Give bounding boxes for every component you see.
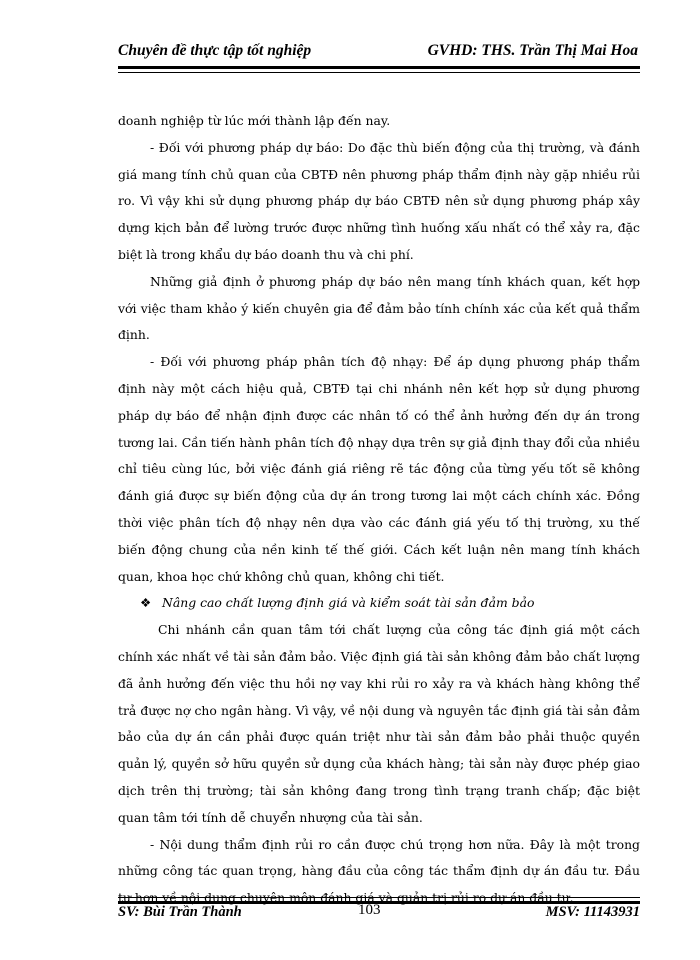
paragraph-forecast-method: - Đối với phương pháp dự báo: Do đặc thù biến động của thị trường, và đánh giá mang tính chủ quan của CBTĐ nên phương pháp thẩm định này gặp nhiều rủi ro. Vì vậy khi sử dụng phương pháp dự báo CBTĐ nên sử dụng phương pháp xây dựng kịch bản để lường trước được những tình huống xấu nhất có thể xảy ra, đặc biệt là trong khẩu dự báo doanh thu và chi phí. xyxy=(118,139,640,262)
header-title: Chuyên đề thực tập tốt nghiệp xyxy=(118,42,312,59)
footer-student-id: MSV: 11143931 xyxy=(545,904,640,920)
header-advisor: GVHD: THS. Trần Thị Mai Hoa xyxy=(427,42,638,59)
header-rule-thick xyxy=(118,66,640,69)
document-body xyxy=(118,108,640,912)
page-number: 103 xyxy=(358,902,381,918)
footer-student: SV: Bùi Trần Thành xyxy=(118,904,242,920)
paragraph-collateral-valuation: Chi nhánh cần quan tâm tới chất lượng của công tác định giá một cách chính xác nhất về tài sản đảm bảo. Việc định giá tài sản không đảm bảo chất lượng đã ảnh hưởng đến việc thu hồi nợ vay khi rủi ro xảy ra và khách hàng không thể trả được nợ cho ngân hàng. Vì vậy, về nội dung và nguyên tắc định giá tài sản đảm bảo của dự án cần phải được quán triệt như tài sản đảm bảo phải thuộc quyền quản lý, quyền sở hữu quyền sử dụng của khách hàng; tài sản này được phép giao dịch trên thị trường; tài sản không đang trong tình trạng tranh chấp; đặc biệt quan tâm tới tính dễ chuyển nhượng của tài sản. xyxy=(118,622,640,825)
footer-rule-thin xyxy=(118,897,640,898)
section-heading xyxy=(118,590,640,617)
page-header xyxy=(118,38,638,66)
paragraph-risk-appraisal: - Nội dung thẩm định rủi ro cần được chú trọng hơn nữa. Đây là một trong những công tác quan trọng, hàng đầu của công tác thẩm định dự án đầu tư. Đầu tư hơn về nội dung chuyên môn đánh giá và quản trị rủi ro dự án đầu tư. xyxy=(118,836,640,906)
paragraph-sensitivity-analysis: - Đối với phương pháp phân tích độ nhạy: Để áp dụng phương pháp thẩm định này một cách hiệu quả, CBTĐ tại chi nhánh nên kết hợp sử dụng phương pháp dự báo để nhận định được các nhân tố có thể ảnh hưởng đến dự án trong tương lai. Cần tiến hành phân tích độ nhạy dựa trên sự giả định thay đổi của nhiều chỉ tiêu cùng lúc, bởi việc đánh giá riêng rẽ tác động của từng yếu tốt sẽ không đánh giá được sự biến động của dự án trong tương lai một cách chính xác. Đồng thời việc phân tích độ nhạy nên dựa vào các đánh giá yếu tố thị trường, xu thế biến động chung của nền kinh tế thế giới. Cách kết luận nên mang tính khách quan, khoa học chứ không chủ quan, không chi tiết. xyxy=(118,354,640,584)
paragraph-continuation: doanh nghiệp từ lúc mới thành lập đến nay. xyxy=(118,113,391,128)
section-heading-text: Nâng cao chất lượng định giá và kiểm soát tài sản đảm bảo xyxy=(162,595,535,611)
diamond-bullet-icon: ❖ xyxy=(140,595,152,611)
paragraph-assumptions: Những giả định ở phương pháp dự báo nên mang tính khách quan, kết hợp với việc tham khảo ý kiến chuyên gia để đảm bảo tính chính xác của kết quả thẩm định. xyxy=(118,273,640,343)
header-rule-thin xyxy=(118,72,640,73)
page-footer xyxy=(118,901,640,925)
